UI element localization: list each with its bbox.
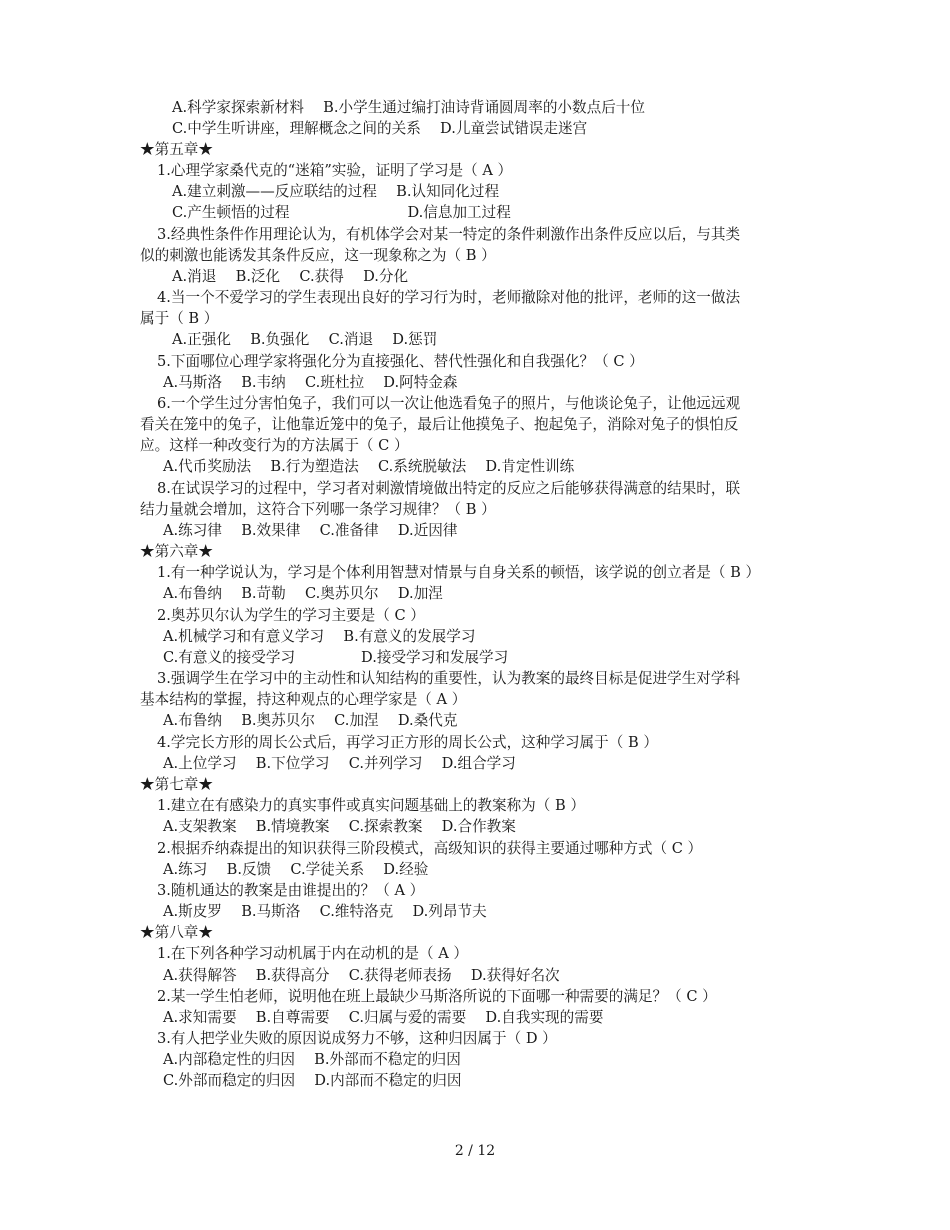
option-d: D.信息加工过程 <box>407 204 511 221</box>
option-line: A.获得解答 B.获得高分 C.获得老师表扬 D.获得好名次 <box>163 967 560 984</box>
question-line: 1.心理学家桑代克的“迷箱”实验，证明了学习是（ A ） <box>157 162 513 179</box>
question-line: 4.学完长方形的周长公式后，再学习正方形的周长公式，这种学习属于（ B ） <box>157 734 658 751</box>
option-line: A.斯皮罗 B.马斯洛 C.维特洛克 D.列昂节夫 <box>163 903 487 920</box>
question-line: 1.建立在有感染力的真实事件或真实问题基础上的教案称为（ B ） <box>157 797 585 814</box>
option-c: C.有意义的接受学习 <box>163 649 296 666</box>
question-continuation: 看关在笼中的兔子，让他靠近笼中的兔子，最后让他摸兔子、抱起兔子，消除对兔子的惧怕反 <box>140 416 739 433</box>
option-line: A.代币奖励法 B.行为塑造法 C.系统脱敏法 D.肯定性训练 <box>163 458 575 475</box>
option-line: A.练习律 B.效果律 C.准备律 D.近因律 <box>163 522 458 539</box>
question-line: 3.经典性条件作用理论认为，有机体学会对某一特定的条件刺激作出条件反应以后，与其类 <box>157 226 741 243</box>
option-c: C.产生顿悟的过程 <box>172 204 290 221</box>
chapter-heading-7: ★第七章★ <box>140 776 213 793</box>
question-line: 4.当一个不爱学习的学生表现出良好的学习行为时，老师撤除对他的批评，老师的这一做法 <box>157 289 741 306</box>
question-line: 1.有一种学说认为，学习是个体利用智慧对情景与自身关系的顿悟，该学说的创立者是（ B ） <box>157 564 761 581</box>
option-line <box>172 203 511 223</box>
chapter-heading-8: ★第八章★ <box>140 924 213 941</box>
question-line: 1.在下列各种学习动机属于内在动机的是（ A ） <box>157 945 469 962</box>
question-continuation: 基本结构的掌握，持这种观点的心理学家是（ A ） <box>140 691 467 708</box>
question-line: 2.根据乔纳森提出的知识获得三阶段模式，高级知识的获得主要通过哪种方式（ C ） <box>157 840 703 857</box>
option-line: A.科学家探索新材料 B.小学生通过编打油诗背诵圆周率的小数点后十位 <box>172 99 645 116</box>
option-line: A.支架教案 B.情境教案 C.探索教案 D.合作教案 <box>163 818 516 835</box>
question-line: 2.奥苏贝尔认为学生的学习主要是（ C ） <box>157 607 425 624</box>
chapter-heading-6: ★第六章★ <box>140 543 213 560</box>
question-line: 5.下面哪位心理学家将强化分为直接强化、替代性强化和自我强化？（ C ） <box>157 353 644 370</box>
question-line: 8.在试误学习的过程中，学习者对刺激情境做出特定的反应之后能够获得满意的结果时，联 <box>157 480 741 497</box>
option-line: C.外部而稳定的归因 D.内部而不稳定的归因 <box>163 1072 462 1089</box>
chapter-heading-5: ★第五章★ <box>140 141 213 158</box>
option-line <box>163 648 508 668</box>
option-line: A.正强化 B.负强化 C.消退 D.惩罚 <box>172 331 438 348</box>
option-d: D.接受学习和发展学习 <box>361 649 509 666</box>
option-line: A.机械学习和有意义学习 B.有意义的发展学习 <box>163 628 476 645</box>
question-continuation: 似的刺激也能诱发其条件反应，这一现象称之为（ B ） <box>140 247 496 264</box>
question-continuation: 结力量就会增加，这符合下列哪一条学习规律？（ B ） <box>140 501 496 518</box>
question-line: 3.强调学生在学习中的主动性和认知结构的重要性，认为教案的最终目标是促进学生对学科 <box>157 670 741 687</box>
page-number: 2 / 12 <box>454 1143 496 1159</box>
question-continuation: 属于（ B ） <box>140 310 219 327</box>
option-line: A.内部稳定性的归因 B.外部而不稳定的归因 <box>163 1051 461 1068</box>
option-line: A.上位学习 B.下位学习 C.并列学习 D.组合学习 <box>163 755 516 772</box>
option-line: A.练习 B.反馈 C.学徒关系 D.经验 <box>163 861 429 878</box>
option-line: A.求知需要 B.自尊需要 C.归属与爱的需要 D.自我实现的需要 <box>163 1009 604 1026</box>
option-line: A.建立刺激——反应联结的过程 B.认知同化过程 <box>172 183 500 200</box>
question-line: 3.有人把学业失败的原因说成努力不够，这种归因属于（ D ） <box>157 1030 557 1047</box>
option-line: C.中学生听讲座，理解概念之间的关系 D.儿童尝试错误走迷宫 <box>172 120 588 137</box>
question-line: 3.随机通达的教案是由谁提出的？（ A ） <box>157 882 425 899</box>
option-line: A.布鲁纳 B.苛勒 C.奥苏贝尔 D.加涅 <box>163 585 443 602</box>
question-line: 2.某一学生怕老师，说明他在班上最缺少马斯洛所说的下面哪一种需要的满足？（ C ） <box>157 988 717 1005</box>
question-line: 6.一个学生过分害怕兔子，我们可以一次让他选看兔子的照片，与他谈论兔子，让他远远观 <box>157 395 741 412</box>
option-line: A.布鲁纳 B.奥苏贝尔 C.加涅 D.桑代克 <box>163 712 458 729</box>
question-continuation: 应。这样一种改变行为的方法属于（ C ） <box>140 437 409 454</box>
option-line: A.马斯洛 B.韦纳 C.班杜拉 D.阿特金森 <box>163 374 458 391</box>
option-line: A.消退 B.泛化 C.获得 D.分化 <box>172 268 409 285</box>
